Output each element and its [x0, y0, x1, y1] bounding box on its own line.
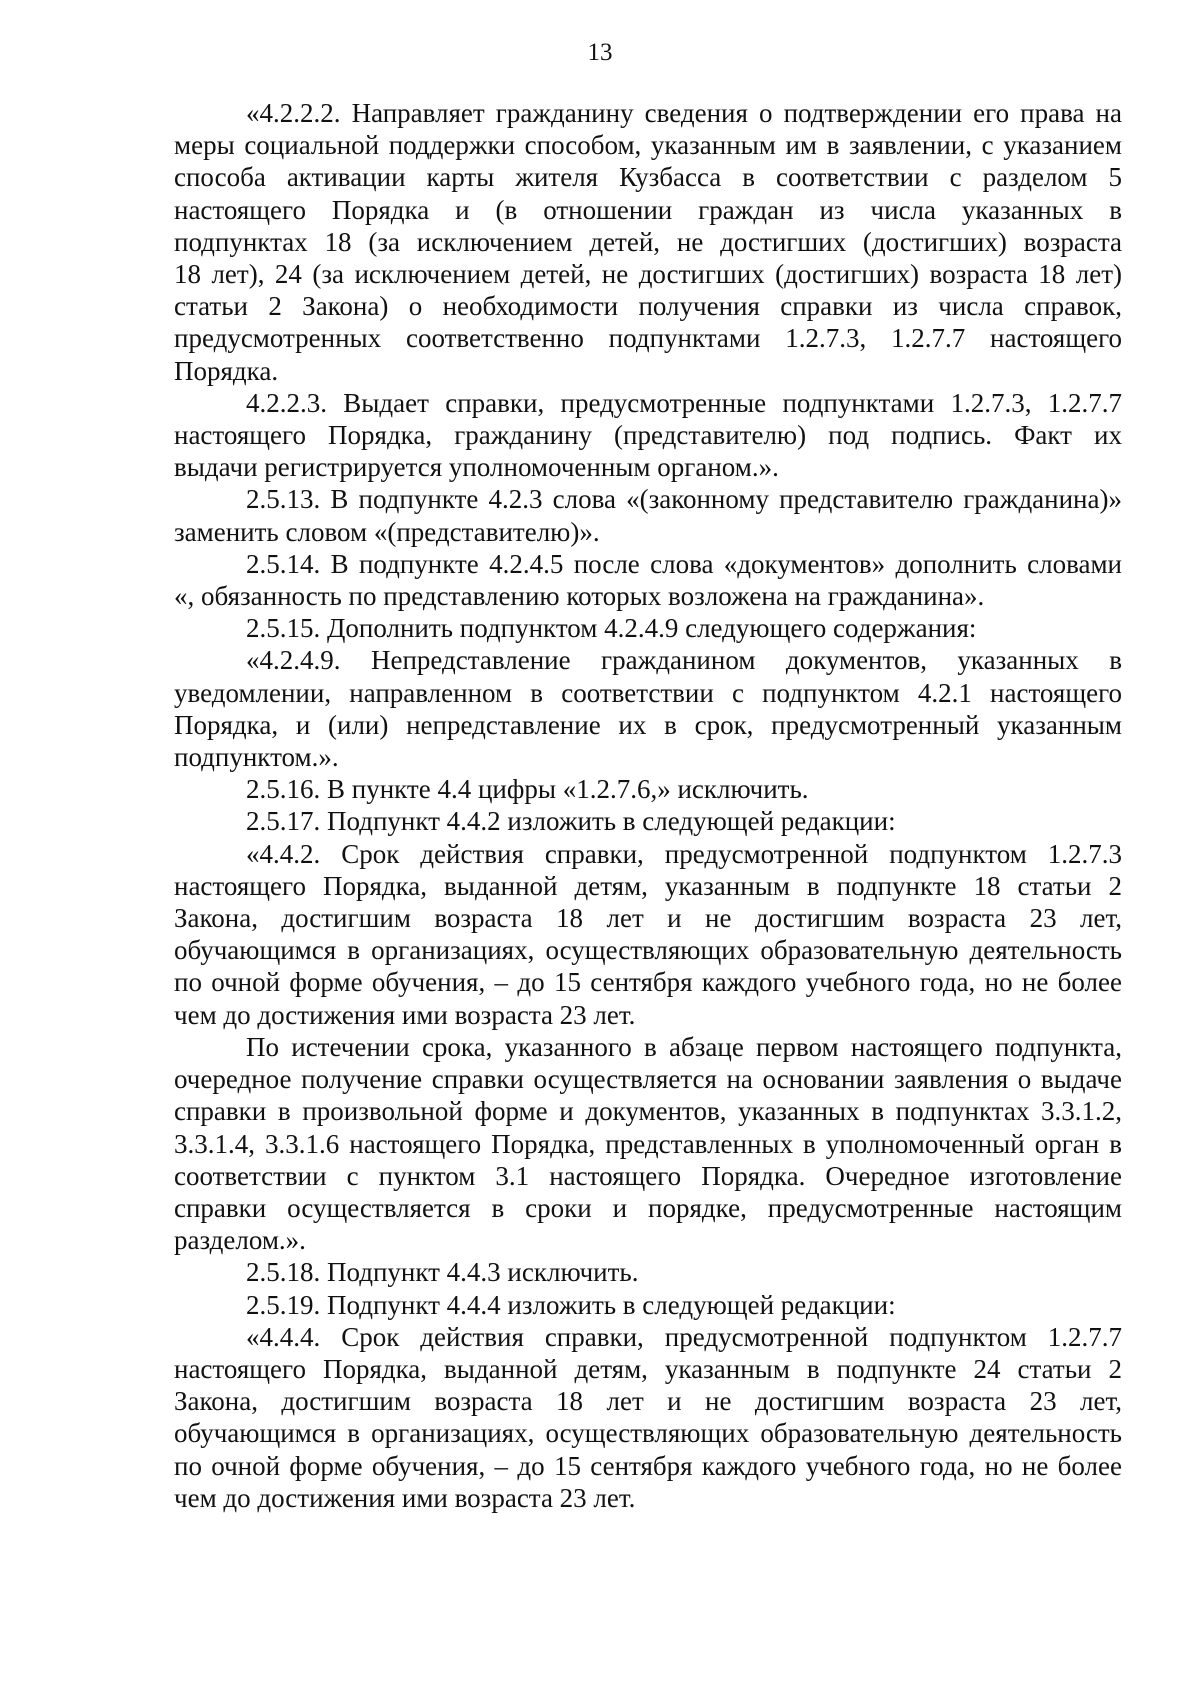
text-line: обучающимся в организациях, осуществляющих образовательную деятельность: [174, 935, 1122, 966]
text-line: справки осуществляется в сроки и порядке, предусмотренные настоящим: [174, 1192, 1122, 1223]
text-line: справки в произвольной форме и документов, указанных в подпунктах 3.3.1.2,: [174, 1096, 1122, 1127]
text-line: по очной форме обучения, – до 15 сентября каждого учебного года, но не более: [174, 967, 1122, 998]
text-line: Закона, достигшим возраста 18 лет и не достигшим возраста 23 лет,: [174, 1386, 1122, 1417]
text-line: 2.5.14. В подпункте 4.2.4.5 после слова «документов» дополнить словами: [246, 548, 1122, 579]
text-line: «4.2.4.9. Непредставление гражданином документов, указанных в: [246, 645, 1122, 676]
text-line: 3.3.1.4, 3.3.1.6 настоящего Порядка, представленных в уполномоченный орган в: [174, 1128, 1122, 1159]
page-number: 13: [587, 39, 613, 66]
paragraph: [174, 838, 1122, 1031]
paragraph: [174, 387, 1122, 484]
text-line: 4.2.2.3. Выдает справки, предусмотренные подпунктами 1.2.7.3, 1.2.7.7: [246, 387, 1122, 418]
text-line: настоящего Порядка, выданной детям, указанным в подпункте 18 статьи 2: [174, 870, 1122, 901]
text-line: 18 лет), 24 (за исключением детей, не достигших (достигших) возраста 18 лет): [174, 259, 1122, 290]
text-line: Закона, достигшим возраста 18 лет и не достигшим возраста 23 лет,: [174, 903, 1122, 934]
text-line: 2.5.19. Подпункт 4.4.4 изложить в следующей редакции:: [246, 1289, 896, 1320]
text-line: «4.2.2.2. Направляет гражданину сведения о подтверждении его права на: [246, 98, 1122, 128]
paragraph: [174, 612, 1122, 644]
paragraph: [174, 773, 1122, 805]
text-line: способа активации карты жителя Кузбасса в соответствии с разделом 5: [174, 162, 1122, 193]
text-line: настоящего Порядка, выданной детям, указанным в подпункте 24 статьи 2: [174, 1353, 1122, 1384]
paragraph: [174, 97, 1122, 387]
paragraph: [174, 1289, 1122, 1321]
text-line: 2.5.13. В подпункте 4.2.3 слова «(законному представителю гражданина)»: [246, 484, 1122, 515]
text-line: настоящего Порядка, гражданину (представителю) под подпись. Факт их: [174, 420, 1122, 451]
text-line: Порядка.: [174, 355, 279, 386]
paragraph: [174, 483, 1122, 547]
text-line: разделом.».: [174, 1225, 306, 1256]
paragraph: [174, 1256, 1122, 1288]
text-line: подпунктом.».: [174, 742, 339, 773]
text-line: статьи 2 Закона) о необходимости получения справки из числа справок,: [174, 291, 1122, 322]
paragraph: [174, 644, 1122, 773]
text-line: чем до достижения ими возраста 23 лет.: [174, 1482, 636, 1513]
text-line: 2.5.17. Подпункт 4.4.2 изложить в следующей редакции:: [246, 806, 896, 837]
document-body: [174, 97, 1122, 1514]
text-line: подпунктах 18 (за исключением детей, не достигших (достигших) возраста: [174, 226, 1122, 257]
text-line: заменить словом «(представителю)».: [174, 516, 600, 547]
text-line: 2.5.16. В пункте 4.4 цифры «1.2.7.6,» исключить.: [246, 774, 809, 805]
paragraph: [174, 1031, 1122, 1256]
text-line: «, обязанность по представлению которых возложена на гражданина».: [174, 581, 985, 612]
text-line: очередное получение справки осуществляется на основании заявления о выдаче: [174, 1064, 1122, 1095]
text-line: настоящего Порядка и (в отношении граждан из числа указанных в: [174, 194, 1122, 225]
paragraph: [174, 548, 1122, 612]
paragraph: [174, 805, 1122, 837]
text-line: Порядка, и (или) непредставление их в срок, предусмотренный указанным: [174, 709, 1122, 740]
text-line: предусмотренных соответственно подпунктами 1.2.7.3, 1.2.7.7 настоящего: [174, 323, 1122, 354]
text-line: По истечении срока, указанного в абзаце первом настоящего подпункта,: [246, 1031, 1122, 1062]
text-line: чем до достижения ими возраста 23 лет.: [174, 999, 636, 1030]
text-line: 2.5.18. Подпункт 4.4.3 исключить.: [246, 1257, 639, 1288]
text-line: «4.4.4. Срок действия справки, предусмотренной подпунктом 1.2.7.7: [246, 1321, 1122, 1352]
text-line: уведомлении, направленном в соответствии с подпунктом 4.2.1 настоящего: [174, 677, 1122, 708]
text-line: по очной форме обучения, – до 15 сентября каждого учебного года, но не более: [174, 1450, 1122, 1481]
text-line: обучающимся в организациях, осуществляющих образовательную деятельность: [174, 1418, 1122, 1449]
text-line: меры социальной поддержки способом, указанным им в заявлении, с указанием: [174, 130, 1122, 161]
paragraph: [174, 1321, 1122, 1514]
text-line: «4.4.2. Срок действия справки, предусмотренной подпунктом 1.2.7.3: [246, 838, 1122, 869]
text-line: соответствии с пунктом 3.1 настоящего Порядка. Очередное изготовление: [174, 1160, 1122, 1191]
text-line: 2.5.15. Дополнить подпунктом 4.2.4.9 следующего содержания:: [246, 613, 977, 644]
text-line: выдачи регистрируется уполномоченным органом.».: [174, 452, 779, 483]
